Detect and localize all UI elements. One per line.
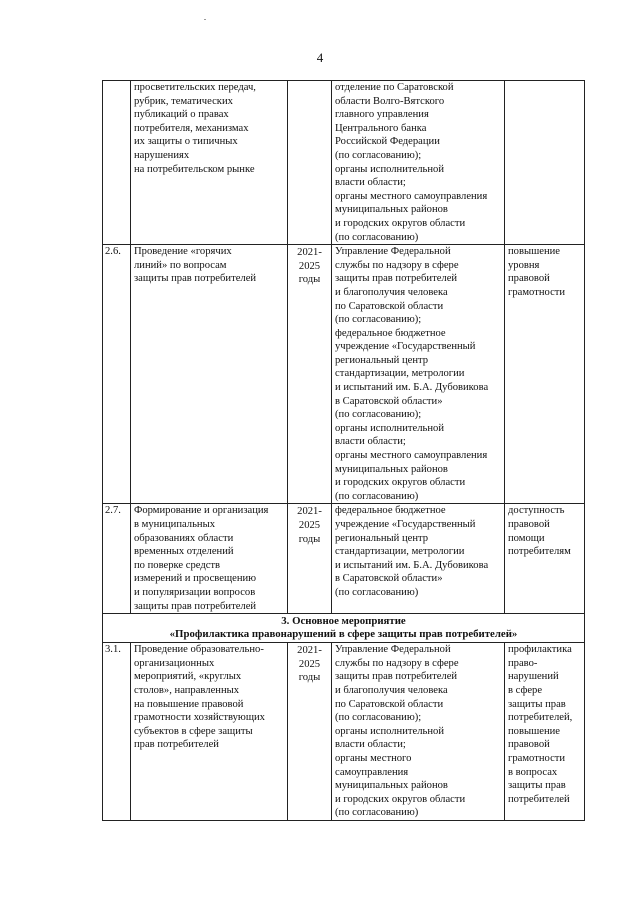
- period-line: 2021-: [297, 506, 322, 518]
- executors-line: (по согласованию): [335, 807, 419, 819]
- result-line: правовой: [508, 739, 550, 751]
- row-number: 2.6.: [103, 245, 131, 504]
- activity-line: потребителя, механизмах: [134, 122, 249, 134]
- result-cell: [505, 504, 585, 614]
- executors-cell: [332, 504, 505, 614]
- table-row: [103, 245, 585, 504]
- section-subtitle: «Профилактика правонарушений в сфере защиты прав потребителей»: [169, 628, 518, 641]
- activity-line: на повышение правовой: [134, 698, 244, 710]
- period-line: 2025: [298, 520, 321, 531]
- period-cell: [288, 504, 332, 614]
- activity-line: временных отделений: [134, 546, 234, 558]
- activity-line: защиты прав потребителей: [134, 273, 257, 285]
- executors-line: региональный центр: [335, 532, 429, 544]
- section-heading: [103, 614, 585, 643]
- result-line: грамотности: [508, 286, 566, 298]
- activity-line: рубрик, тематических: [134, 95, 233, 107]
- executors-line: (по согласованию);: [335, 409, 422, 421]
- executors-line: органы исполнительной: [335, 725, 444, 737]
- executors-cell: [332, 81, 505, 245]
- result-cell: [505, 643, 585, 821]
- result-line: в сфере: [508, 684, 543, 696]
- result-line: потребителей: [508, 793, 570, 805]
- period-line: 2021-: [297, 247, 322, 259]
- executors-line: власти области;: [335, 436, 406, 448]
- result-line: повышение: [508, 246, 560, 258]
- executors-line: (по согласованию): [335, 586, 419, 598]
- result-line: правовой: [508, 273, 550, 285]
- period-cell: [288, 81, 332, 245]
- executors-line: (по согласованию);: [335, 314, 422, 326]
- executors-line: (по согласованию): [335, 490, 419, 502]
- row-number: 3.1.: [103, 643, 131, 821]
- result-line: повышение: [508, 725, 560, 737]
- activity-line: организационных: [134, 657, 215, 669]
- executors-line: (по согласованию);: [335, 712, 422, 724]
- executors-line: защиты прав потребителей: [335, 671, 458, 683]
- executors-line: в Саратовской области»: [335, 573, 443, 585]
- executors-line: и испытаний им. Б.А. Дубовикова: [335, 559, 489, 571]
- executors-line: органы исполнительной: [335, 163, 444, 175]
- executors-cell: [332, 643, 505, 821]
- activity-line: публикаций о правах: [134, 109, 229, 121]
- executors-line: и городских округов области: [335, 217, 466, 229]
- activity-line: и популяризации вопросов: [134, 586, 256, 598]
- executors-line: органы местного: [335, 752, 412, 764]
- executors-line: и испытаний им. Б.А. Дубовикова: [335, 382, 489, 394]
- row-number: 2.7.: [103, 504, 131, 614]
- result-line: грамотности: [508, 752, 566, 764]
- executors-line: по Саратовской области: [335, 698, 444, 710]
- measures-table: [102, 80, 585, 821]
- activity-line: Формирование и организация: [134, 505, 269, 517]
- activity-line: грамотности хозяйствующих: [134, 712, 265, 724]
- result-line: доступность: [508, 505, 565, 517]
- activity-line: в муниципальных: [134, 519, 215, 530]
- result-line: защиты прав: [508, 780, 566, 792]
- table-row: [103, 504, 585, 614]
- period-line: 2025: [298, 260, 321, 272]
- activity-line: нарушениях: [134, 149, 190, 161]
- executors-cell: [332, 245, 505, 504]
- section-row: [103, 614, 585, 643]
- activity-cell: [131, 504, 288, 614]
- executors-line: по Саратовской области: [335, 300, 444, 312]
- activity-line: на потребительском рынке: [134, 163, 255, 175]
- executors-line: в Саратовской области»: [335, 395, 443, 407]
- executors-line: (по согласованию);: [335, 149, 422, 161]
- executors-line: защиты прав потребителей: [335, 273, 458, 285]
- executors-line: учреждение «Государственный: [335, 519, 476, 530]
- executors-line: муниципальных районов: [335, 204, 448, 216]
- executors-line: службы по надзору в сфере: [335, 657, 459, 669]
- result-line: право-: [508, 657, 538, 669]
- row-number: [103, 81, 131, 245]
- activity-line: мероприятий, «круглых: [134, 671, 242, 683]
- executors-line: самоуправления: [335, 766, 409, 778]
- result-cell: [505, 245, 585, 504]
- period-cell: [288, 245, 332, 504]
- period-line: 2025: [298, 658, 321, 670]
- activity-line: по поверке средств: [134, 559, 221, 571]
- table-row: [103, 81, 585, 245]
- period-line: 2021-: [297, 645, 322, 657]
- executors-line: Управление Федеральной: [335, 644, 451, 656]
- activity-line: столов», направленных: [134, 684, 240, 696]
- executors-line: Российской Федерации: [335, 136, 440, 148]
- result-line: защиты прав: [508, 698, 566, 710]
- period-line: годы: [298, 672, 321, 684]
- result-line: помощи: [508, 532, 545, 544]
- executors-line: и городских округов области: [335, 793, 466, 805]
- activity-line: просветительских передач,: [134, 82, 256, 93]
- page-number: 4: [316, 50, 324, 65]
- executors-line: муниципальных районов: [335, 463, 448, 475]
- executors-line: главного управления: [335, 109, 429, 121]
- executors-line: муниципальных районов: [335, 780, 448, 792]
- activity-line: линий» по вопросам: [134, 259, 227, 271]
- period-line: годы: [298, 533, 321, 545]
- executors-line: отделение по Саратовской: [335, 82, 454, 93]
- result-line: профилактика: [508, 644, 572, 656]
- result-line: потребителей,: [508, 712, 573, 724]
- activity-cell: [131, 245, 288, 504]
- activity-line: измерений и просвещению: [134, 573, 257, 585]
- activity-line: субъектов в сфере защиты: [134, 725, 253, 737]
- executors-line: учреждение «Государственный: [335, 341, 476, 353]
- activity-line: прав потребителей: [134, 739, 219, 751]
- section-title: 3. Основное мероприятие: [281, 615, 406, 628]
- result-line: потребителям: [508, 546, 571, 558]
- executors-line: власти области;: [335, 739, 406, 751]
- executors-line: органы местного самоуправления: [335, 450, 488, 462]
- result-line: уровня: [508, 259, 540, 271]
- result-line: нарушений: [508, 671, 559, 683]
- activity-line: защиты прав потребителей: [134, 600, 257, 612]
- executors-line: и городских округов области: [335, 477, 466, 489]
- scan-speck: [204, 19, 206, 20]
- executors-line: и благополучия человека: [335, 286, 448, 298]
- activity-cell: [131, 81, 288, 245]
- executors-line: Центрального банка: [335, 122, 427, 134]
- period-line: годы: [298, 274, 321, 286]
- executors-line: службы по надзору в сфере: [335, 259, 459, 271]
- executors-line: Управление Федеральной: [335, 246, 451, 258]
- result-line: правовой: [508, 519, 550, 530]
- period-cell: [288, 643, 332, 821]
- executors-line: региональный центр: [335, 354, 429, 366]
- executors-line: стандартизации, метрологии: [335, 546, 465, 558]
- executors-line: (по согласованию): [335, 231, 419, 243]
- table-row: [103, 643, 585, 821]
- activity-line: Проведение «горячих: [134, 246, 232, 258]
- executors-line: федеральное бюджетное: [335, 505, 446, 517]
- executors-line: власти области;: [335, 177, 406, 189]
- executors-line: органы исполнительной: [335, 422, 444, 434]
- executors-line: области Волго-Вятского: [335, 95, 445, 107]
- executors-line: органы местного самоуправления: [335, 190, 488, 202]
- result-cell: [505, 81, 585, 245]
- activity-line: их защиты о типичных: [134, 136, 238, 148]
- activity-line: образованиях области: [134, 532, 234, 544]
- executors-line: стандартизации, метрологии: [335, 368, 465, 380]
- executors-line: федеральное бюджетное: [335, 327, 446, 339]
- executors-line: и благополучия человека: [335, 684, 448, 696]
- result-line: в вопросах: [508, 766, 558, 778]
- activity-line: Проведение образовательно-: [134, 644, 264, 656]
- activity-cell: [131, 643, 288, 821]
